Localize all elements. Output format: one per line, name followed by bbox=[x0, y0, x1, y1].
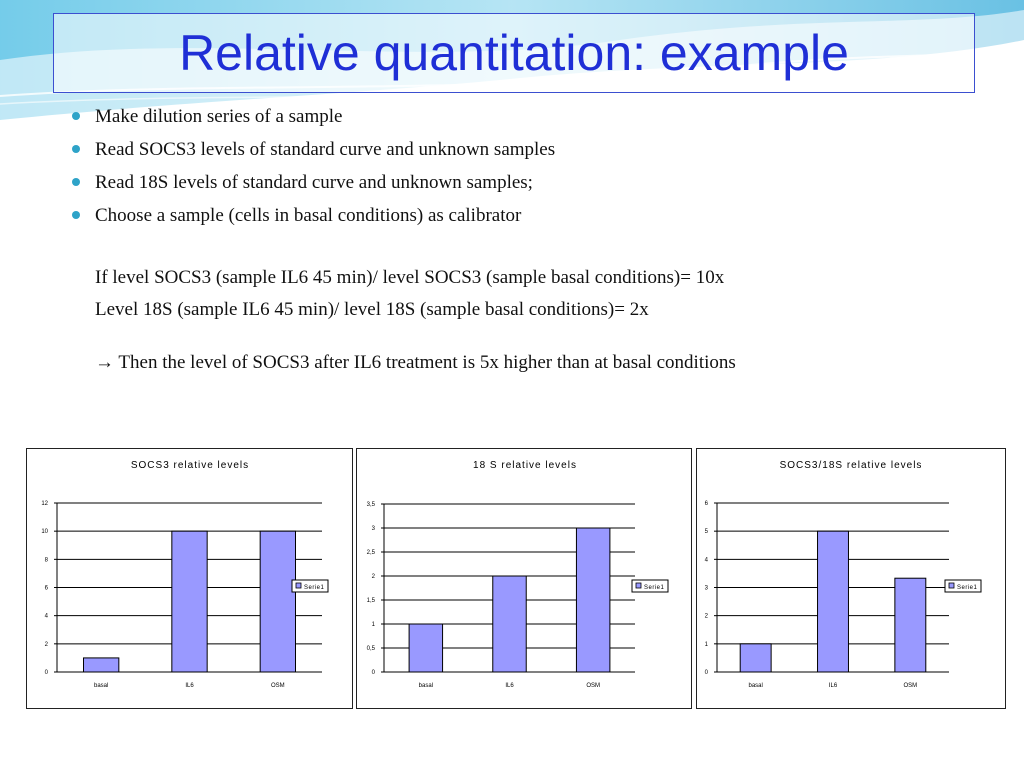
y-tick-label: 2 bbox=[44, 641, 48, 648]
y-tick-label: 10 bbox=[41, 529, 48, 536]
y-tick-label: 3,5 bbox=[366, 502, 375, 508]
chart-18s bbox=[356, 448, 692, 709]
bar bbox=[260, 531, 295, 672]
legend-swatch bbox=[296, 583, 301, 588]
bullet-text: Choose a sample (cells in basal conditions) as calibrator bbox=[95, 205, 522, 226]
ratio-socs3-text: If level SOCS3 (sample IL6 45 min)/ level SOCS3 (sample basal conditions)= 10x bbox=[95, 267, 725, 288]
y-tick-label: 1,5 bbox=[366, 598, 375, 604]
legend-label: Serie1 bbox=[644, 585, 665, 591]
bullet-text: Read SOCS3 levels of standard curve and unknown samples bbox=[95, 139, 556, 160]
x-tick-label: OSM bbox=[586, 683, 601, 689]
y-tick-label: 0,5 bbox=[366, 646, 375, 652]
y-tick-label: 1 bbox=[371, 622, 375, 628]
x-tick-label: basal bbox=[748, 683, 763, 689]
x-tick-label: OSM bbox=[270, 683, 285, 689]
chart-socs3-18s-svg bbox=[697, 449, 1005, 708]
bar bbox=[740, 644, 771, 672]
bullet-item bbox=[72, 100, 555, 133]
bar bbox=[895, 578, 926, 672]
chart-18s-svg bbox=[357, 449, 691, 708]
x-tick-label: basal bbox=[93, 683, 109, 689]
bar bbox=[576, 528, 609, 672]
legend-swatch bbox=[949, 583, 954, 588]
y-tick-label: 6 bbox=[704, 501, 708, 507]
y-tick-label: 6 bbox=[44, 585, 48, 592]
chart-title: SOCS3 relative levels bbox=[130, 460, 250, 471]
y-tick-label: 4 bbox=[704, 557, 708, 564]
conclusion-label: Then the level of SOCS3 after IL6 treatment is 5x higher than at basal conditions bbox=[118, 352, 736, 373]
bar bbox=[172, 531, 207, 672]
bar bbox=[818, 531, 849, 672]
chart-title: 18 S relative levels bbox=[473, 460, 577, 471]
conclusion-text bbox=[95, 347, 736, 379]
y-tick-label: 0 bbox=[44, 670, 48, 676]
y-tick-label: 4 bbox=[44, 613, 48, 620]
chart-socs3 bbox=[26, 448, 353, 709]
bullet-icon bbox=[72, 145, 80, 153]
x-tick-label: OSM bbox=[903, 683, 918, 689]
y-tick-label: 5 bbox=[704, 529, 708, 536]
x-tick-label: IL6 bbox=[828, 683, 838, 689]
y-tick-label: 2 bbox=[704, 613, 708, 620]
bullet-icon bbox=[72, 211, 80, 219]
bullet-icon bbox=[72, 112, 80, 120]
bar bbox=[493, 576, 526, 672]
bullet-item bbox=[72, 199, 555, 232]
y-tick-label: 12 bbox=[41, 501, 48, 507]
x-tick-label: IL6 bbox=[185, 683, 194, 689]
x-tick-label: IL6 bbox=[505, 683, 514, 689]
y-tick-label: 0 bbox=[704, 670, 708, 676]
chart-title: SOCS3/18S relative levels bbox=[779, 460, 923, 471]
bullet-icon bbox=[72, 178, 80, 186]
bar bbox=[409, 624, 442, 672]
chart-socs3-18s bbox=[696, 448, 1006, 709]
bullet-list bbox=[72, 100, 555, 232]
chart-socs3-svg bbox=[27, 449, 352, 708]
bullet-item bbox=[72, 133, 555, 166]
y-tick-label: 0 bbox=[371, 670, 375, 676]
legend-label: Serie1 bbox=[957, 585, 978, 591]
bar bbox=[84, 658, 119, 672]
right-arrow-icon: → bbox=[95, 352, 114, 373]
x-tick-label: basal bbox=[418, 683, 434, 689]
legend-label: Serie1 bbox=[304, 585, 325, 591]
y-tick-label: 3 bbox=[704, 585, 708, 592]
y-tick-label: 3 bbox=[371, 526, 375, 532]
legend-swatch bbox=[636, 583, 641, 588]
y-tick-label: 8 bbox=[44, 557, 48, 564]
bullet-item bbox=[72, 166, 555, 199]
title-box bbox=[53, 13, 975, 93]
ratio-18s-text: Level 18S (sample IL6 45 min)/ level 18S (sample basal conditions)= 2x bbox=[95, 299, 649, 320]
bullet-text: Make dilution series of a sample bbox=[95, 106, 343, 127]
y-tick-label: 1 bbox=[704, 641, 708, 648]
y-tick-label: 2,5 bbox=[366, 550, 375, 556]
bullet-text: Read 18S levels of standard curve and unknown samples; bbox=[95, 172, 533, 193]
page-title: Relative quantitation: example bbox=[179, 25, 849, 81]
y-tick-label: 2 bbox=[371, 574, 375, 580]
